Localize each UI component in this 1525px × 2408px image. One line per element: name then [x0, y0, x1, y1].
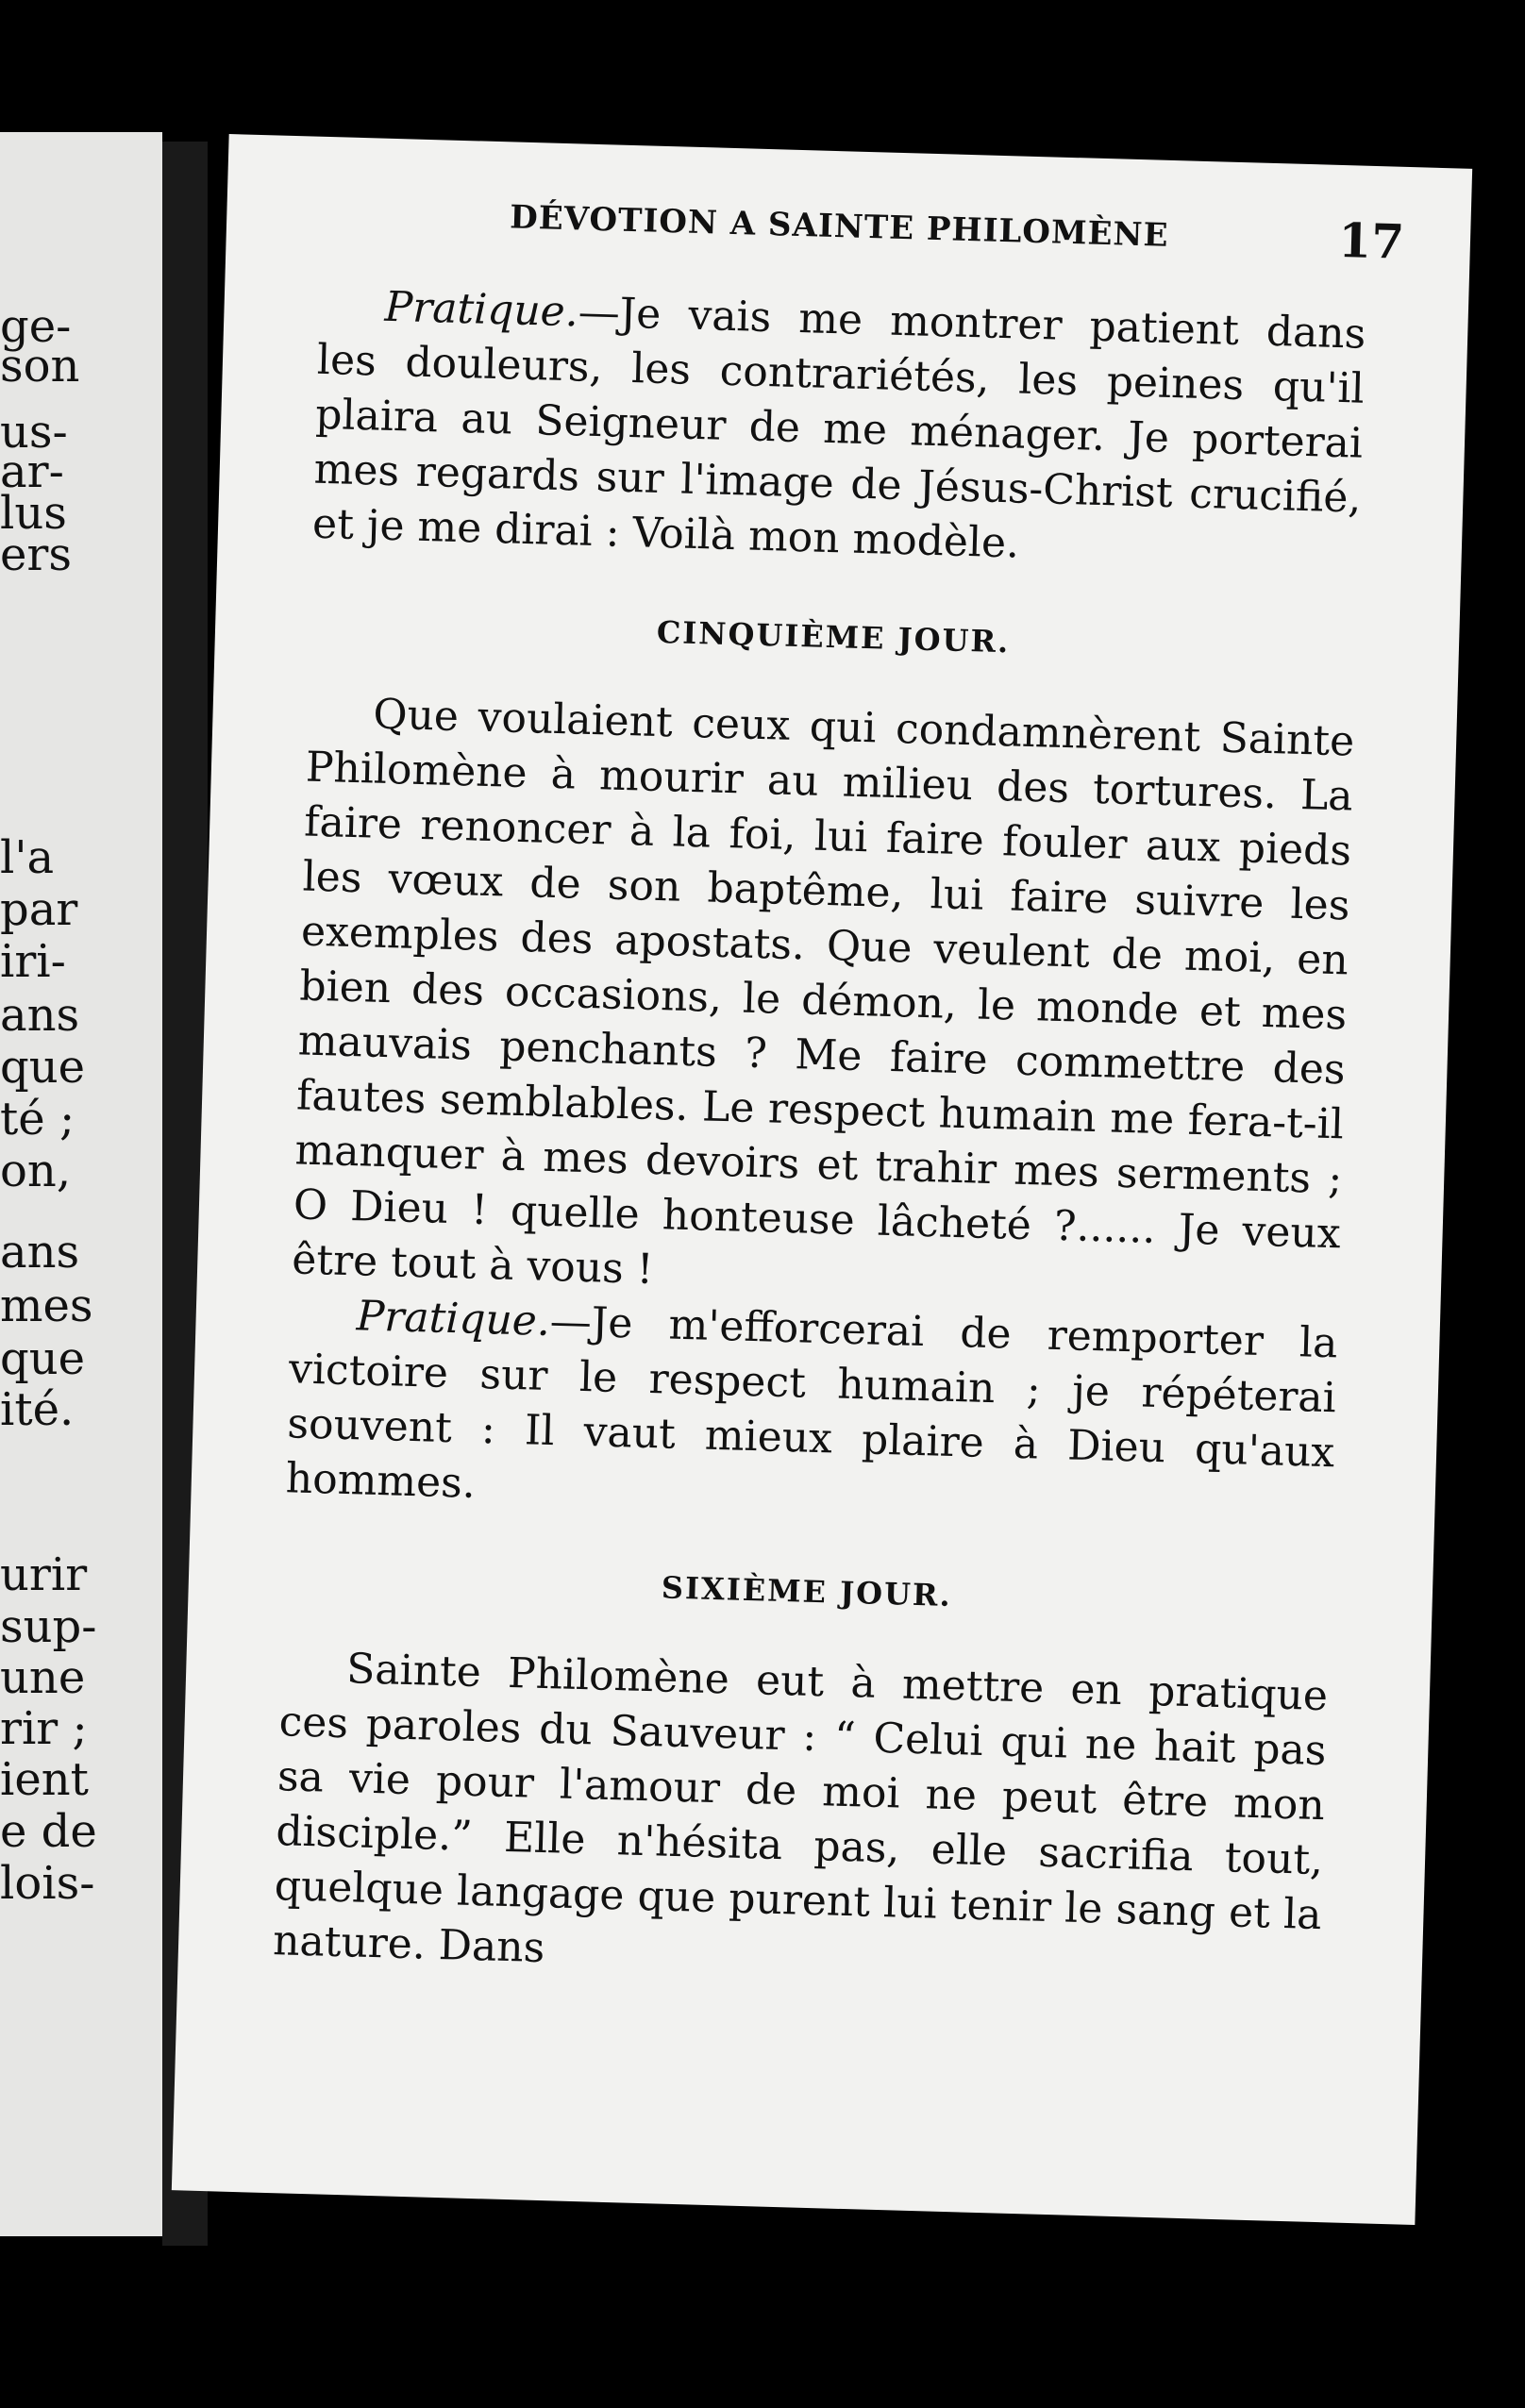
left-fragment: que — [0, 1041, 86, 1094]
left-fragment: us- — [0, 406, 68, 459]
body-paragraph: Que voulaient ceux qui condamnèrent Sainte Philomène à mourir au milieu des tortures. La faire renoncer à la foi, lui faire fouler aux pieds les vœux de son baptême, lui faire suivre les exemples des apostats. Que veulent de moi, en bien des occasions, le démon, le monde et mes mauvais penchants ? Me faire commettre des fautes semblables. Le respect humain me fera-t-il manquer à mes devoirs et trahir mes serments ; O Dieu ! quelle honteuse lâcheté ?...... Je veux être tout à vous ! — [291, 690, 1355, 1295]
left-fragment: une — [0, 1651, 86, 1704]
running-header: DÉVOTION A SAINTE PHILOMÈNE — [509, 198, 1170, 255]
left-fragment: on, — [0, 1145, 72, 1197]
practice-label: Pratique. — [356, 1292, 551, 1346]
left-fragment: ers — [0, 528, 72, 581]
book-page — [172, 134, 1472, 2225]
left-fragment: l'a — [0, 831, 55, 884]
left-fragment: mes — [0, 1279, 93, 1332]
left-fragment: ans — [0, 1226, 80, 1279]
section-heading: SIXIÈME JOUR. — [661, 1569, 953, 1614]
body-paragraph: Sainte Philomène eut à mettre en pratique ces paroles du Sauveur : “ Celui qui ne hait pas sa vie pour l'amour de moi ne peut être mon disciple.” Elle n'hésita pas, elle sacrifia tout, quelque langage que purent lui tenir le sang et la nature. Dans — [272, 1645, 1329, 1973]
section-heading: CINQUIÈME JOUR. — [656, 613, 1011, 661]
left-fragment: sup- — [0, 1600, 97, 1653]
left-fragment: ge- — [0, 300, 72, 353]
page-number: 17 — [1337, 211, 1405, 270]
practice-text: —Je m'efforcerai de remporter la victoire sur le respect humain ; je répéterai souvent : Il vaut mieux plaire à Dieu qu'aux hommes. — [285, 1297, 1339, 1508]
practice-paragraph — [285, 1287, 1338, 1535]
left-fragment: par — [0, 883, 78, 936]
left-fragment: urir — [0, 1548, 88, 1601]
left-fragment: iri- — [0, 935, 66, 988]
left-fragment: que — [0, 1332, 86, 1385]
left-fragment: lois- — [0, 1857, 95, 1910]
left-fragment: té ; — [0, 1093, 75, 1145]
left-fragment: e de — [0, 1805, 97, 1858]
practice-paragraph — [311, 278, 1366, 581]
practice-label: Pratique. — [383, 282, 579, 337]
left-fragment: lus — [0, 487, 67, 540]
page-body — [272, 278, 1366, 1998]
left-fragment: rir ; — [0, 1702, 88, 1755]
left-page-fragment — [0, 132, 162, 2236]
left-fragment: son — [0, 340, 80, 393]
practice-text: —Je vais me montrer patient dans les douleurs, les contrariétés, les peines qu'il plaira au Seigneur de me ménager. Je porterai mes regards sur l'image de Jésus-Christ crucifié, et je me dirai : Voilà mon modèle. — [311, 288, 1366, 568]
left-fragment: ient — [0, 1753, 89, 1806]
left-fragment: ité. — [0, 1383, 75, 1436]
left-fragment: ans — [0, 989, 80, 1042]
left-fragment: ar- — [0, 445, 64, 498]
